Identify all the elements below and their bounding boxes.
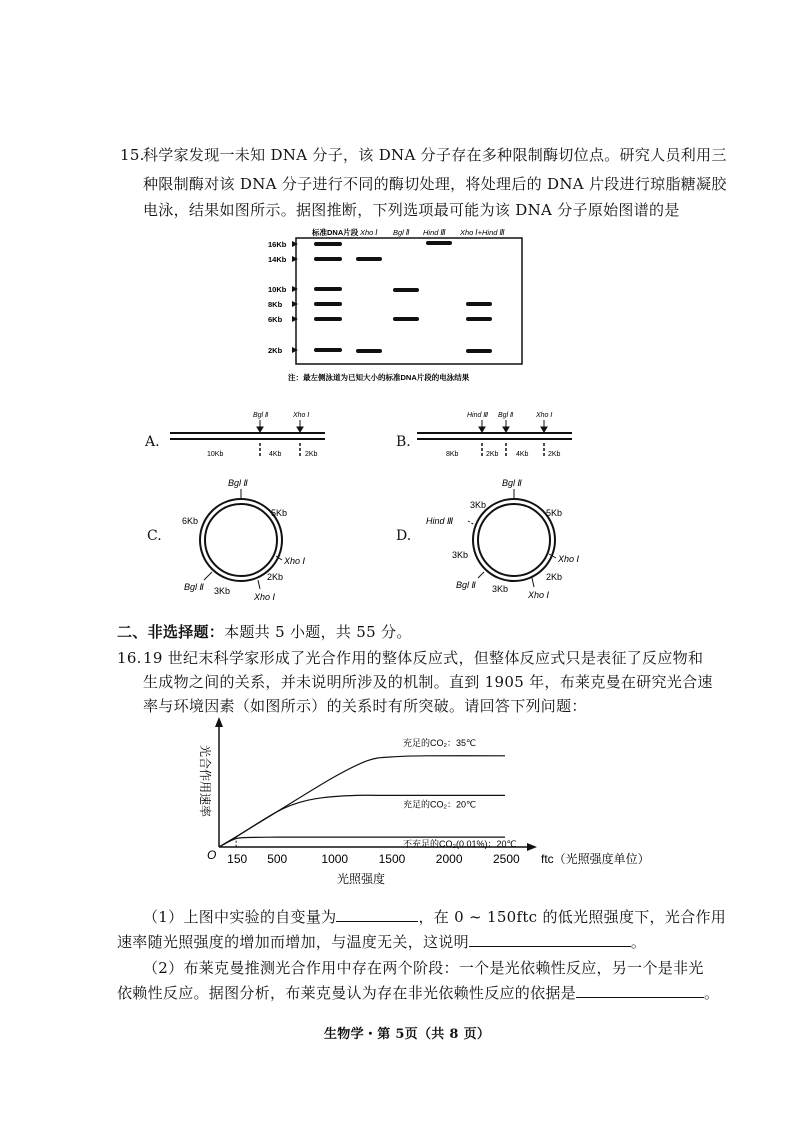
site-label: Bgl Ⅱ [253,412,269,419]
answer-blank-3[interactable] [576,983,704,998]
photosynthesis-chart [185,717,655,887]
gel-size-marker: 10Kb [268,285,287,294]
option-c-label[interactable]: C. [147,528,162,544]
segment-label: 4Kb [516,451,529,458]
site-label: Xho Ⅰ [528,590,550,600]
x-tick-label: 2000 [435,852,463,866]
segment-label: 5Kb [546,508,563,518]
marker-arrow [292,286,298,292]
answer-blank-2[interactable] [469,932,631,947]
segment-label: 2Kb [486,451,499,458]
site-label: Bgl Ⅱ [502,478,522,488]
option-d-label[interactable]: D. [396,528,412,544]
option-b-map [412,405,582,461]
segment-label: 8Kb [446,451,459,458]
option-b-label[interactable]: B. [396,434,411,450]
segment-label: 3Kb [492,584,509,594]
site-label: Hind Ⅲ [426,516,454,526]
gel-lane-header: Bgl Ⅱ [393,228,410,237]
q16-sub1-line2 [117,930,646,954]
series-label-1: 充足的CO₂：35℃ [403,737,477,748]
page-footer: 生物学・第 5页（共 8 页） [324,1027,491,1042]
gel-size-marker: 6Kb [268,315,283,324]
x-tick-label: 500 [267,852,288,866]
q16-line-3: 率与环境因素（如图所示）的关系时有所突破。请回答下列问题： [143,697,587,715]
gel-size-marker: 2Kb [268,346,283,355]
segment-label: 6Kb [182,516,199,526]
q16-line-2: 生成物之间的关系，并未说明所涉及的机制。直到 1905 年，布莱克曼在研究光合速 [143,673,713,691]
q16-sub1-prompt-a: （1）上图中实验的自变量为 [143,908,337,926]
series-label-2: 充足的CO₂：20℃ [403,799,477,810]
option-a-map [165,405,335,461]
site-label: Xho Ⅰ [293,412,310,419]
marker-arrow [292,241,298,247]
q16-sub2-line2 [117,981,719,1005]
q16-sub2-end: 。 [704,984,720,1002]
y-axis-arrow [215,717,223,727]
segment-label: 2Kb [305,451,318,458]
q16-number: 16. [117,649,142,667]
gel-lane-header: Hind Ⅲ [423,228,446,237]
segment-label: 3Kb [214,586,231,596]
x-tick-label: 1500 [378,852,406,866]
q16-sub1-prompt-c: 速率随光照强度的增加而增加，与温度无关，这说明 [117,933,469,951]
option-c-map [168,474,318,604]
answer-blank-1[interactable] [336,907,418,922]
x-tick-label: 2500 [493,852,520,866]
marker-arrow [292,301,298,307]
gel-lane-header: Xho Ⅰ [360,228,378,237]
q16-sub1-end: 。 [630,933,647,951]
site-label: Bgl Ⅱ [228,478,248,488]
site-label: Bgl Ⅱ [456,580,476,590]
q16-sub2-prompt: 依赖性反应。据图分析，布莱克曼认为存在非光依赖性反应的依据是 [117,984,577,1002]
q16-sub1-line1 [143,905,726,929]
section-2-desc: 本题共 5 小题，共 55 分。 [224,623,412,641]
origin-label: O [207,848,217,862]
site-label: Bgl Ⅱ [184,582,204,592]
gel-note: 注：最左侧泳道为已知大小的标准DNA片段的电泳结果 [288,373,470,382]
x-axis-arrow [527,843,537,851]
section-2-title: 二、非选择题： [117,623,225,641]
site-label: Hind Ⅲ [467,412,489,419]
marker-arrow [292,347,298,353]
q16-sub1-prompt-b: ，在 0 ~ 150ftc 的低光照强度下，光合作用 [418,908,727,926]
site-label: Xho Ⅰ [536,412,553,419]
q15-line-1: 科学家发现一未知 DNA 分子，该 DNA 分子存在多种限制酶切位点。研究人员利用三 [143,146,727,164]
gel-size-marker: 8Kb [268,300,283,309]
q15-line-2: 种限制酶对该 DNA 分子进行不同的酶切处理，将处理后的 DNA 片段进行琼脂糖凝胶 [143,175,727,193]
segment-label: 2Kb [267,572,284,582]
segment-label: 3Kb [452,550,469,560]
x-tick-label: 1000 [321,852,349,866]
segment-label: 2Kb [548,451,561,458]
q15-number: 15. [120,146,145,164]
y-axis-label: 光合作用速率 [198,745,212,818]
site-label: Bgl Ⅱ [498,412,514,419]
gel-lane-header: 标准DNA片段 [312,228,359,237]
segment-label: 4Kb [269,451,282,458]
x-tick-label: 150 [227,852,248,866]
x-axis-label: 光照强度 [337,872,386,886]
segment-label: 5Kb [271,508,288,518]
marker-arrow [292,256,298,262]
series-label-3: 不充足的CO₂(0.01%)：20℃ [403,839,517,850]
site-label: Xho Ⅰ [284,556,306,566]
segment-label: 2Kb [546,572,563,582]
gel-size-marker: 14Kb [268,255,287,264]
x-axis-unit: ftc（光照强度单位） [541,852,650,866]
q15-line-3: 电泳，结果如图所示。据图推断，下列选项最可能为该 DNA 分子原始图谱的是 [143,201,680,219]
q16-sub2-line1: （2）布莱克曼推测光合作用中存在两个阶段：一个是光依赖性反应，另一个是非光 [143,959,704,977]
option-a-label[interactable]: A. [145,434,160,450]
segment-label: 10Kb [207,451,224,458]
gel-lane-header: Xho Ⅰ+Hind Ⅲ [460,228,505,237]
gel-figure [268,224,548,386]
site-label: Xho Ⅰ [254,592,276,602]
q16-line-1: 19 世纪末科学家形成了光合作用的整体反应式，但整体反应式只是表征了反应物和 [143,649,704,667]
gel-frame [296,238,522,364]
section-2-heading [117,620,412,644]
segment-label: 3Kb [470,500,487,510]
option-d-map [420,474,595,604]
gel-size-marker: 16Kb [268,240,287,249]
site-label: Xho Ⅰ [558,554,580,564]
marker-arrow [292,316,298,322]
